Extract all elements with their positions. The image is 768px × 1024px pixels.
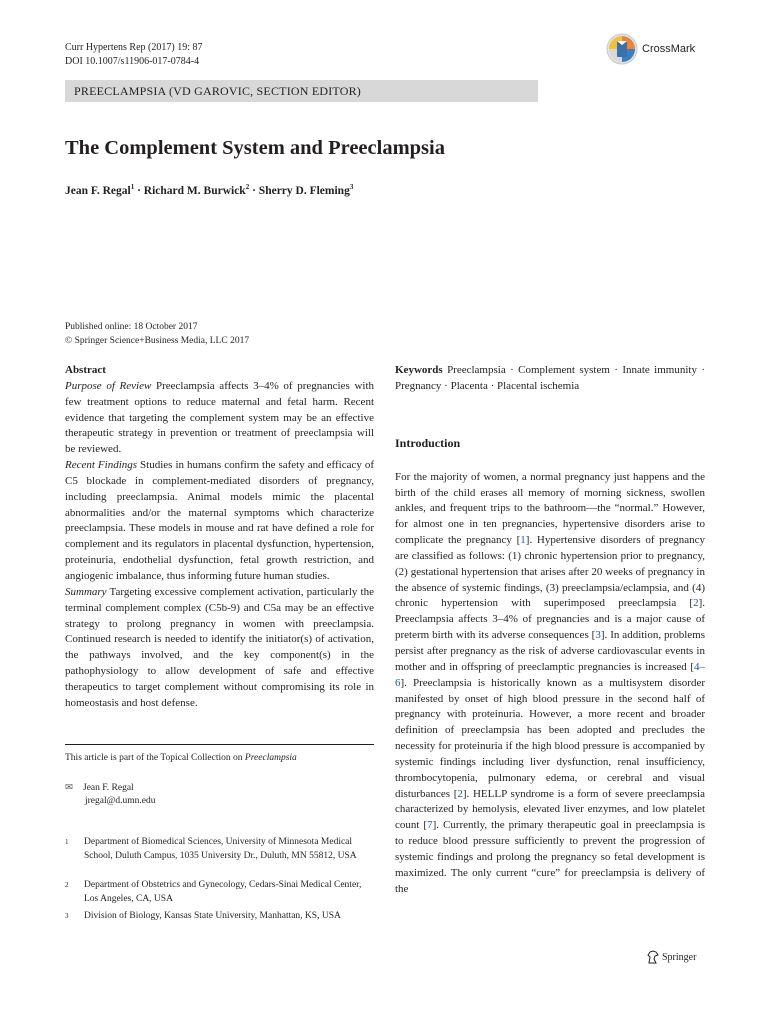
abstract-summary <box>65 585 374 712</box>
introduction-text-segment: For the majority of women, a normal pregnancy just happens and the birth of the child erases all memory of morning sickness, swollen ankles, and frequent trips to the bathroom—the “normal.” However, for almost one in ten pregnancies, hypertensive disorders arise to complicate the pregnancy [ <box>395 470 705 547</box>
abstract-findings <box>65 458 374 585</box>
correspondence <box>65 782 155 808</box>
keywords-text: Preeclampsia · Complement system · Innate immunity · Pregnancy · Placenta · Placental ischemia <box>395 364 706 392</box>
purpose-text: Preeclampsia affects 3–4% of pregnancies with few treatment options to reduce maternal and fetal harm. Recent evidence that targeting the complement system may be an effective therapeutic strategy in prevention or treatment of preeclampsia will be reviewed. <box>65 379 375 456</box>
findings-label: Recent Findings <box>65 459 138 472</box>
summary-text: Targeting excessive complement activation, particularly the terminal complement complex (C5b-9) and C5a may be an effective strategy to prolong pregnancy in women with preeclampsia. Continued research is needed to identify the initiator(s) of activation, the pathways involved, and the key component(s) in the pathophysiology to allow development of safe and effective therapeutics to target complement without compromising its role in homeostasis and host defense. <box>65 585 374 709</box>
introduction-text-segment: ]. Currently, the primary therapeutic goal in preeclampsia is to reduce blood pressure sufficiently to prevent the progression of systemic findings and prolong the pregnancy so fetal development is maximized. The only current “cure” for preeclampsia is delivery of the <box>395 819 705 895</box>
affiliation <box>65 836 374 863</box>
affiliation-number: 3 <box>65 912 69 920</box>
affiliation-text: Department of Obstetrics and Gynecology, Cedars-Sinai Medical Center, Los Angeles, CA, USA <box>84 880 362 904</box>
affiliation-text: Division of Biology, Kansas State University, Manhattan, KS, USA <box>84 911 341 921</box>
introduction-text-segment: ]. Hypertensive disorders of pregnancy are classified as follows: (1) chronic hypertension prior to pregnancy, (2) gestational hypertension that arises after 20 weeks of pregnancy in the absence of systemic findings, (3) preeclampsia/eclampsia, and (4) chronic hypertension with superimposed preeclampsia [ <box>395 534 705 610</box>
topical-collection-note: This article is part of the Topical Collection on Preeclampsia <box>65 753 297 763</box>
abstract-heading: Abstract <box>65 364 106 376</box>
citation-link[interactable]: 1 <box>520 534 526 547</box>
publisher-footer <box>647 950 696 964</box>
affiliation-number: 1 <box>65 838 69 846</box>
author-affiliation-number: 1 <box>130 183 135 191</box>
envelope-icon: ✉ <box>65 783 73 793</box>
citation-link[interactable]: 3 <box>595 629 601 642</box>
affiliation-text: Department of Biomedical Sciences, University of Minnesota Medical School, Duluth Campus, 1035 University Dr., Duluth, MN 55812, USA <box>84 837 357 861</box>
affiliation-number: 2 <box>65 881 69 889</box>
citation-link[interactable]: 7 <box>427 819 433 832</box>
corresponding-author: Jean F. Regal <box>83 783 134 793</box>
citation-link[interactable]: 2 <box>457 787 463 800</box>
introduction-text-segment: ]. Preeclampsia is historically known as a multisystem disorder manifested by onset of high blood pressure in the second half of pregnancy with proteinuria. However, a more recent and broader definition of preeclampsia has been adopted and precludes the necessity for proteinuria if the high blood pressure is accompanied by systemic findings including liver dysfunction, renal insufficiency, thrombocytopenia, pulmonary edema, or cerebral and visual disturbances [ <box>395 676 705 800</box>
author-affiliation-number: 3 <box>349 183 354 191</box>
doi[interactable]: DOI 10.1007/s11906-017-0784-4 <box>65 56 200 67</box>
abstract-section <box>65 363 374 712</box>
collection-topic[interactable]: Preeclampsia <box>244 753 297 763</box>
affiliation <box>65 910 374 924</box>
introduction-heading: Introduction <box>395 435 461 450</box>
springer-horse-icon <box>647 950 659 964</box>
introduction-text <box>395 470 705 898</box>
copyright-notice: © Springer Science+Business Media, LLC 2017 <box>65 336 250 346</box>
published-date: Published online: 18 October 2017 <box>65 322 198 332</box>
citation-link[interactable]: 2 <box>693 597 699 610</box>
journal-reference: Curr Hypertens Rep (2017) 19: 87 <box>65 42 203 53</box>
divider <box>65 744 374 745</box>
author-email[interactable]: jregal@d.umn.edu <box>85 796 156 806</box>
publication-info <box>65 320 249 348</box>
journal-header <box>65 41 202 69</box>
publisher-name: Springer <box>662 951 697 963</box>
introduction-text-segment: ]. Preeclampsia affects 3–4% of pregnancies and is a major cause of preterm birth with its adverse consequences [ <box>395 597 705 642</box>
crossmark-badge[interactable] <box>606 31 706 67</box>
article-title: The Complement System and Preeclampsia <box>65 137 445 159</box>
author-affiliation-number: 2 <box>245 183 250 191</box>
crossmark-icon <box>606 33 638 65</box>
citation-link[interactable]: 4–6 <box>395 660 705 689</box>
crossmark-label: CrossMark <box>642 43 696 55</box>
introduction-text-segment: ]. HELLP syndrome is a form of severe preeclampsia characterized by hemolysis, elevated liver enzymes, and low platelet count [ <box>395 787 705 832</box>
keywords <box>395 363 705 395</box>
section-banner <box>65 80 538 102</box>
author-name[interactable]: Richard M. Burwick <box>143 184 246 197</box>
author-list: Jean F. Regal$^1$ · Richard M. Burwick$^2$ · Sherry D. Fleming$^3$ <box>65 183 354 197</box>
introduction-text-segment: ]. In addition, problems persist after pregnancy as the risk of adverse cardiovascular events in mother and in offspring of preeclamptic pregnancies is increased [ <box>395 629 705 673</box>
summary-label: Summary <box>65 585 107 598</box>
section-label: PREECLAMPSIA (VD GAROVIC, SECTION EDITOR) <box>74 84 361 98</box>
author-name[interactable]: Jean F. Regal <box>65 184 131 197</box>
keywords-label: Keywords <box>395 364 443 376</box>
author-name[interactable]: Sherry D. Fleming <box>258 184 350 197</box>
abstract-purpose <box>65 379 374 458</box>
right-column <box>395 363 705 897</box>
affiliation <box>65 879 374 906</box>
findings-text: Studies in humans confirm the safety and efficacy of C5 blockade in complement-mediated disorders of pregnancy, including preeclampsia. Animal models mimic the placental abnormalities and/or the maternal symptoms which characterize preeclampsia. These models in mouse and rat have defined a role for complement and its regulators in placental dysfunction, hypertension, proteinuria, endothelial dysfunction, fetal growth restriction, and angiogenic imbalance, thus informing future human studies. <box>65 459 374 582</box>
purpose-label: Purpose of Review <box>65 379 152 392</box>
